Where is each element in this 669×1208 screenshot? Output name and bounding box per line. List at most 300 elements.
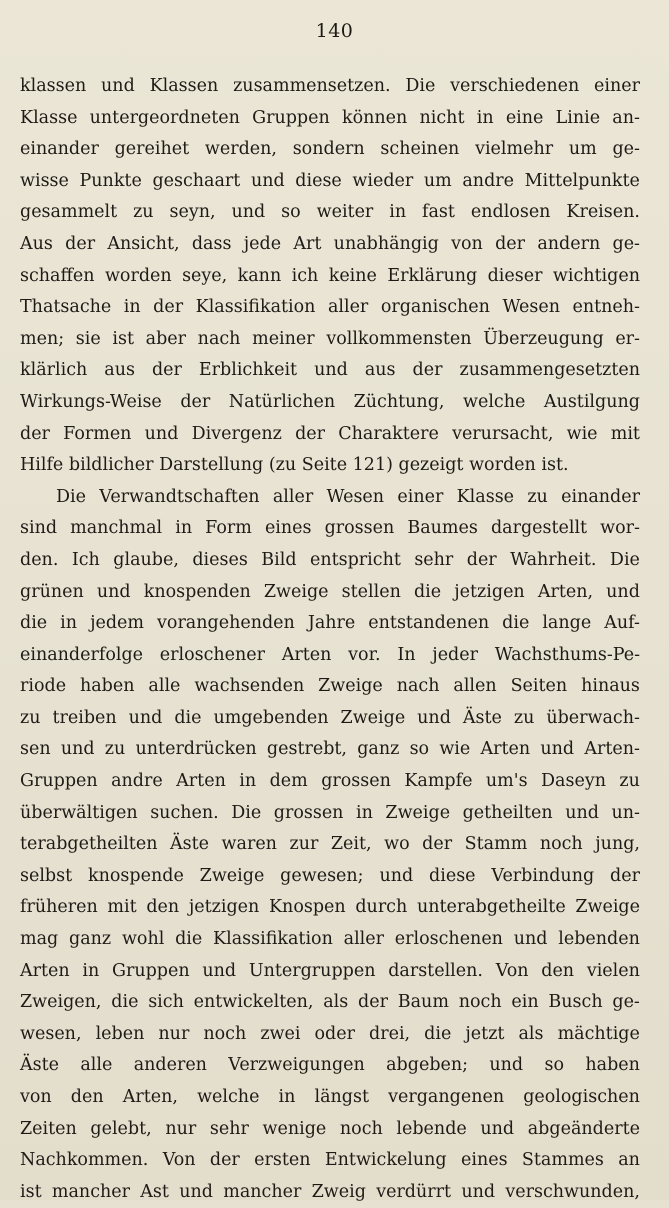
word: ein [511,992,539,1013]
word: ganz [69,929,112,950]
word: Die [405,76,436,96]
word: verschiedenen [450,76,580,96]
word: drei, [369,1023,411,1044]
word: allen [453,676,497,697]
paragraph [20,71,640,482]
word: die [175,929,203,950]
text-line [20,924,640,956]
word: gewesen; [280,865,364,886]
word: entstandenen [368,613,490,634]
word: die [111,992,139,1013]
word: vergangenen [388,1087,505,1107]
word: die [502,613,530,634]
word: Die [609,549,640,570]
word: hinaus [581,676,640,697]
text-line [20,1019,640,1051]
word: und [144,423,179,444]
word: so [409,739,430,760]
word: dargestellt [490,518,588,539]
word: lebende [396,1118,467,1139]
word: Ich [71,549,100,570]
word: endlosen [470,202,551,223]
word: andre [462,170,514,191]
word: er- [615,328,640,349]
word: eines [264,518,312,539]
word: haben [585,1055,640,1076]
word: ist. [541,455,569,476]
word: manchmal [70,518,163,539]
word: Zweige [575,897,640,918]
word: Ast [140,1181,169,1202]
text-line [20,892,640,924]
word: men; [20,328,65,349]
word: selbst [20,865,73,886]
word: seyn, [169,202,216,223]
word: sind [20,518,58,539]
word: In [397,644,416,665]
word: in [278,1087,296,1107]
word: organischen [380,297,490,318]
word: ich [291,265,319,286]
word: anderen [133,1055,207,1076]
word: die [20,613,48,634]
word: Nachkommen. [20,1150,149,1171]
word: kann [237,265,282,286]
text-line [20,324,640,356]
word: die [424,1023,452,1044]
word: mancher [223,1181,302,1202]
word: vor. [348,644,381,665]
word: abgeänderte [527,1118,640,1139]
word: die [413,581,442,602]
word: ist [20,1181,42,1202]
text-line [20,513,640,545]
word: geschaart [152,170,241,191]
word: an- [612,107,640,128]
word: um [423,170,452,191]
word: der [151,360,182,381]
word: und [606,581,640,602]
word: sie [75,328,101,349]
word: noch [339,1118,383,1139]
word: haben [79,676,135,697]
word: können [341,107,408,128]
word: (zu [268,455,297,476]
word: jetzigen [188,897,260,918]
word: welche [463,391,526,412]
word: alle [148,676,181,697]
word: und [128,707,163,728]
word: Von [495,960,529,981]
word: wie [566,423,598,444]
word: bildlicher [68,455,154,476]
word: wachsenden [194,676,305,697]
text-line [20,134,640,166]
word: zu [513,707,535,728]
word: eines [460,1150,508,1171]
word: Zweig [311,1181,366,1202]
word: welche [197,1087,260,1107]
word: nicht [419,107,465,128]
word: ganz [357,739,400,760]
word: zusammensetzen. [233,76,391,96]
text-line [20,861,640,893]
word: der [466,549,497,570]
word: aller [327,297,369,318]
word: der [412,360,443,381]
word: nach [197,328,241,349]
word: der [153,297,184,318]
word: Arten [480,739,531,760]
word: umgebenden [213,707,329,728]
word: entspricht [309,549,401,570]
text-line [20,577,640,609]
word: abgeben; [386,1055,469,1076]
word: Linie [555,107,601,128]
word: Untergruppen [248,960,376,981]
word: grünen [20,581,84,602]
word: so [281,202,301,223]
word: der [65,233,96,254]
word: dieses [192,549,248,570]
word: ge- [612,233,640,254]
word: 121) [352,455,393,476]
word: Äste [20,1055,60,1076]
word: und [540,739,575,760]
word: Form [205,518,252,539]
word: Thatsache [20,297,112,318]
word: Arten [281,644,332,665]
word: und [202,960,237,981]
word: Hilfe [20,455,64,476]
word: so [544,1055,565,1076]
word: aus [104,360,135,381]
word: als [323,992,349,1013]
word: wesen, [20,1023,82,1044]
word: in [175,518,193,539]
word: unterabgetheilte [416,897,566,918]
word: in [389,202,407,223]
word: entneh- [572,297,640,318]
word: und [60,739,95,760]
word: erloschenen [394,929,503,950]
text-line [20,798,640,830]
word: Wachsthums-Pe- [494,644,640,665]
word: noch [458,992,502,1013]
word: einer [397,486,444,507]
word: ist [112,328,134,349]
text-line [20,608,640,640]
page-number: 140 [315,20,354,42]
word: Erklärung [387,265,478,286]
word: jetzt [465,1023,505,1044]
word: aber [145,328,187,349]
word: unabhängig [333,233,439,254]
text-line [20,355,640,387]
word: ge- [612,992,640,1013]
word: Stamm [464,834,528,855]
word: von [451,233,483,254]
text-line [20,450,640,482]
word: riode [20,676,67,697]
word: wor- [600,518,640,539]
word: werden, [204,139,277,160]
text-line [20,640,640,672]
word: ersten [254,1150,311,1171]
word: Art [293,233,322,254]
word: den. [20,549,59,570]
word: Seite [301,455,348,476]
text-line [20,703,640,735]
word: Zeit, [330,834,372,855]
word: wieder [352,170,414,191]
text-line [20,1114,640,1146]
text-line [20,197,640,229]
word: Baumes [407,518,478,539]
word: und [565,802,599,823]
word: gelebt, [90,1118,152,1139]
word: einander [561,486,640,507]
word: und [250,170,285,191]
word: Busch [548,992,603,1013]
word: Zweige [385,802,451,823]
word: ge- [612,139,640,160]
text-line [20,261,640,293]
word: dem [269,771,308,792]
word: als [518,1023,544,1044]
word: diese [295,170,342,191]
word: entwickelten, [193,992,314,1013]
word: und [417,707,451,728]
word: in [60,613,78,634]
word: jedem [90,613,144,634]
word: Gruppen [252,107,330,128]
word: sehr [414,549,454,570]
word: Klasse [456,486,515,507]
word: darstellen. [388,960,483,981]
word: sehr [209,1118,249,1139]
text-line [20,229,640,261]
text-line [20,956,640,988]
word: wenige [262,1118,327,1139]
word: Klassen [149,76,219,96]
word: Arten- [584,739,640,760]
word: jede [243,233,282,254]
word: klassen [20,76,87,96]
word: vielmehr [475,139,554,160]
word: und [179,1181,213,1202]
word: der [20,423,50,444]
word: jetzigen [454,581,525,602]
word: Kampfe [404,771,473,792]
word: aus [364,360,396,381]
word: zur [289,834,319,855]
word: worden [104,265,172,286]
word: aller [343,929,384,950]
word: treiben [52,707,117,728]
word: dass [191,233,232,254]
word: Mittelpunkte [524,170,640,191]
word: wisse [20,170,69,191]
word: zwei [260,1023,301,1044]
word: mächtige [557,1023,640,1044]
word: und [461,1181,496,1202]
word: Zweige [199,865,265,886]
word: den [70,1087,104,1107]
word: Stammes [521,1150,604,1171]
word: dieser [487,265,543,286]
word: Klassifikation [213,929,333,950]
word: lebenden [558,929,640,950]
word: der [495,233,526,254]
word: gereihet [114,139,190,160]
word: diese [429,865,476,886]
word: und [379,865,414,886]
word: mancher [51,1181,130,1202]
word: in [123,297,141,318]
word: oder [314,1023,355,1044]
word: Zeiten [20,1118,77,1139]
word: schaffen [20,265,95,286]
word: Die [56,486,86,507]
text-line [20,387,640,419]
word: Gruppen [20,771,98,792]
word: Die [231,802,262,823]
word: überwach- [546,707,640,728]
word: alle [80,1055,113,1076]
word: nach [396,676,440,697]
word: und [96,581,131,602]
word: Gruppen [111,960,190,981]
word: Arten [20,960,70,981]
word: in [356,802,373,823]
text-line [20,292,640,324]
word: überwältigen [20,802,138,823]
word: Aus [20,233,53,254]
word: verschwunden, [505,1181,640,1202]
word: und [231,202,266,223]
word: mag [20,929,59,950]
word: jung, [595,834,640,855]
word: Verzweigungen [228,1055,365,1076]
word: einander [20,139,99,160]
text-line [20,103,640,135]
word: seye, [182,265,228,286]
word: verdürrt [376,1181,452,1202]
word: Äste [170,834,210,855]
word: Arten, [537,581,594,602]
word: mit [610,423,640,444]
word: klärlich [20,360,88,381]
word: vorangehenden [157,613,295,634]
word: Zweige [340,707,406,728]
word: jeder [432,644,478,665]
word: der [610,865,640,886]
word: andern [537,233,601,254]
word: Züchtung, [353,391,445,412]
word: Charaktere [338,423,439,444]
text-line [20,482,640,514]
word: Zweige [263,581,329,602]
paragraph [20,482,640,1208]
text-line [20,1177,640,1208]
word: getheilten [462,802,553,823]
word: und [480,1118,515,1139]
word: Arten, [122,1087,178,1107]
word: zu [619,771,640,792]
word: erloschener [159,644,266,665]
word: Daseyn [541,771,606,792]
word: der [358,992,388,1013]
word: um [568,139,597,160]
word: geologischen [523,1087,640,1107]
word: scheinen [380,139,460,160]
word: Divergenz [191,423,282,444]
word: mit [107,897,137,918]
word: in [82,960,100,981]
word: wohl [121,929,165,950]
word: und [101,76,135,96]
word: worden [469,455,536,476]
word: sen [20,739,51,760]
word: leben [95,1023,145,1044]
word: einer [594,76,640,96]
text-line [20,1082,640,1114]
word: von [20,1087,52,1107]
word: Ansicht, [107,233,180,254]
word: zu [527,486,548,507]
word: Klassifikation [195,297,316,318]
word: grossen [273,802,344,823]
word: weiter [316,202,374,223]
word: glaube, [113,549,179,570]
word: zu [20,707,41,728]
word: Wesen [502,297,560,318]
word: Wirkungs-Weise [20,391,162,412]
text-line [20,671,640,703]
word: verursacht, [452,423,554,444]
word: früheren [20,897,98,918]
word: Punkte [79,170,142,191]
word: Klasse [20,107,78,128]
word: zu [104,739,126,760]
word: in [476,107,494,128]
word: wie [439,739,471,760]
word: um's [485,771,528,792]
word: grossen [324,518,395,539]
word: den [541,960,575,981]
word: der [295,423,326,444]
word: meiner [252,328,315,349]
word: lange [542,613,592,634]
body-text [20,71,640,1208]
word: Von [162,1150,196,1171]
word: fast [422,202,455,223]
word: suchen. [150,802,219,823]
word: terabgetheilten [20,834,158,855]
word: an [618,1150,640,1171]
word: gesammelt [20,202,118,223]
text-line [20,766,640,798]
word: Seiten [510,676,568,697]
word: Jahre [307,613,356,634]
word: un- [611,802,640,823]
word: knospende [88,865,184,886]
word: Überzeugung [483,328,604,349]
word: und [314,360,348,381]
word: aller [272,486,314,507]
word: und [489,1055,524,1076]
